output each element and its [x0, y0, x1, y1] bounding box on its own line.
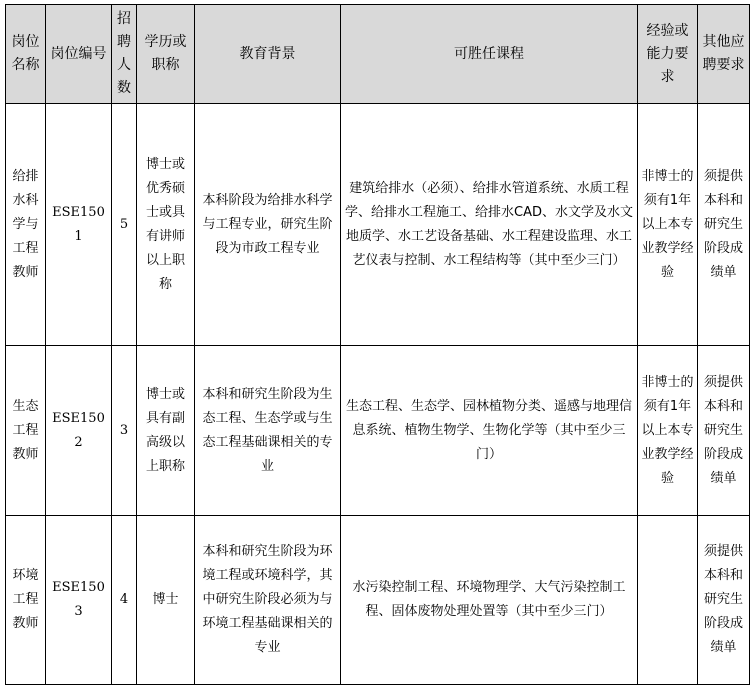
- code-cell: ESE1502: [46, 346, 112, 516]
- education-cell: 本科和研究生阶段为环境工程或环境科学，其中研究生阶段必须为与环境工程基础课相关的专业: [195, 516, 341, 685]
- courses-cell: 生态工程、生态学、园林植物分类、遥感与地理信息系统、植物生物学、生物化学等（其中至少三门）: [341, 346, 638, 516]
- courses-cell: 水污染控制工程、环境物理学、大气污染控制工程、固体废物处理处置等（其中至少三门）: [341, 516, 638, 685]
- table-row: [6, 516, 750, 685]
- other-cell: 须提供本科和研究生阶段成绩单: [698, 516, 750, 685]
- education-cell: 本科和研究生阶段为生态工程、生态学或与生态工程基础课相关的专业: [195, 346, 341, 516]
- header-courses: 可胜任课程: [341, 5, 638, 104]
- header-row: [6, 5, 750, 104]
- header-code: 岗位编号: [46, 5, 112, 104]
- education-cell: 本科阶段为给排水科学与工程专业，研究生阶段为市政工程专业: [195, 104, 341, 346]
- position-cell: 生态工程教师: [6, 346, 46, 516]
- header-degree: 学历或职称: [137, 5, 195, 104]
- position-cell: 给排水科学与工程教师: [6, 104, 46, 346]
- degree-cell: 博士或优秀硕士或具有讲师以上职称: [137, 104, 195, 346]
- header-count: 招聘人数: [112, 5, 137, 104]
- other-cell: 须提供本科和研究生阶段成绩单: [698, 104, 750, 346]
- degree-cell: 博士: [137, 516, 195, 685]
- header-education: 教育背景: [195, 5, 341, 104]
- other-cell: 须提供本科和研究生阶段成绩单: [698, 346, 750, 516]
- table-row: [6, 104, 750, 346]
- courses-cell: 建筑给排水（必须）、给排水管道系统、水质工程学、给排水工程施工、给排水CAD、水文学及水文地质学、水工艺设备基础、水工程建设监理、水工艺仪表与控制、水工程结构等（其中至少三门）: [341, 104, 638, 346]
- count-cell: 4: [112, 516, 137, 685]
- code-cell: ESE1503: [46, 516, 112, 685]
- degree-cell: 博士或具有副高级以上职称: [137, 346, 195, 516]
- position-cell: 环境工程教师: [6, 516, 46, 685]
- count-cell: 3: [112, 346, 137, 516]
- header-other: 其他应聘要求: [698, 5, 750, 104]
- header-position: 岗位名称: [6, 5, 46, 104]
- code-cell: ESE1501: [46, 104, 112, 346]
- experience-cell: 非博士的须有1年以上本专业教学经验: [638, 104, 698, 346]
- table-row: [6, 346, 750, 516]
- experience-cell: [638, 516, 698, 685]
- recruitment-table: [5, 4, 750, 685]
- count-cell: 5: [112, 104, 137, 346]
- header-experience: 经验或能力要求: [638, 5, 698, 104]
- experience-cell: 非博士的须有1年以上本专业教学经验: [638, 346, 698, 516]
